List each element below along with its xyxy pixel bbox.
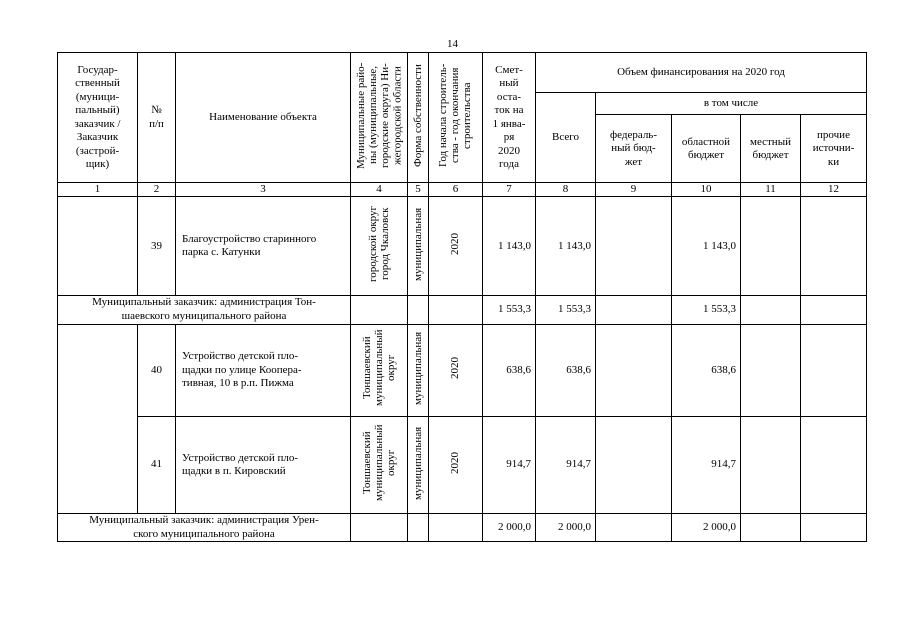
year-cell bbox=[429, 296, 483, 325]
district-cell: Тоншаевский муниципальный округ bbox=[351, 324, 408, 416]
local-cell bbox=[741, 296, 801, 325]
header-total: Всего bbox=[536, 93, 596, 183]
subtotal-row bbox=[58, 513, 867, 542]
local-cell bbox=[741, 513, 801, 542]
total-cell: 914,7 bbox=[536, 416, 596, 513]
header-local: местный бюджет bbox=[741, 115, 801, 183]
column-number: 9 bbox=[596, 183, 672, 197]
ownership-cell: муниципальная bbox=[408, 416, 429, 513]
ownership-cell: муниципальная bbox=[408, 324, 429, 416]
estimate-cell: 914,7 bbox=[483, 416, 536, 513]
object-name: Устройство детской пло- щадки в п. Кировский bbox=[176, 416, 351, 513]
local-cell bbox=[741, 324, 801, 416]
table-row bbox=[58, 416, 867, 513]
ownership-cell bbox=[408, 296, 429, 325]
ownership-cell: муниципальная bbox=[408, 197, 429, 296]
estimate-cell: 638,6 bbox=[483, 324, 536, 416]
estimate-cell: 2 000,0 bbox=[483, 513, 536, 542]
total-cell: 2 000,0 bbox=[536, 513, 596, 542]
column-number: 6 bbox=[429, 183, 483, 197]
column-number: 1 bbox=[58, 183, 138, 197]
year-cell: 2020 bbox=[429, 416, 483, 513]
federal-cell bbox=[596, 416, 672, 513]
header-municipal-district: Муниципальные райо- ны (муниципальные, городские округа) Ни- жегородской области bbox=[351, 53, 408, 183]
other-cell bbox=[801, 513, 867, 542]
total-cell: 638,6 bbox=[536, 324, 596, 416]
header-regional: областной бюджет bbox=[672, 115, 741, 183]
customer-cell bbox=[58, 324, 138, 513]
total-cell: 1 143,0 bbox=[536, 197, 596, 296]
district-cell: городской округ город Чкаловск bbox=[351, 197, 408, 296]
regional-cell: 1 143,0 bbox=[672, 197, 741, 296]
row-number: 41 bbox=[138, 416, 176, 513]
column-number: 2 bbox=[138, 183, 176, 197]
header-years: Год начала строитель- ства - год окончания строительства bbox=[429, 53, 483, 183]
customer-cell bbox=[58, 197, 138, 296]
column-number: 11 bbox=[741, 183, 801, 197]
column-number: 4 bbox=[351, 183, 408, 197]
district-cell bbox=[351, 296, 408, 325]
column-number: 5 bbox=[408, 183, 429, 197]
year-cell bbox=[429, 513, 483, 542]
column-number: 7 bbox=[483, 183, 536, 197]
column-numbers-row bbox=[58, 183, 867, 197]
federal-cell bbox=[596, 197, 672, 296]
row-number: 40 bbox=[138, 324, 176, 416]
page-number: 14 bbox=[447, 38, 458, 50]
object-name: Благоустройство старинного парка с. Катунки bbox=[176, 197, 351, 296]
year-cell: 2020 bbox=[429, 324, 483, 416]
header-remaining-estimate: Смет- ный оста- ток на 1 янва- ря 2020 года bbox=[483, 53, 536, 183]
table-row bbox=[58, 197, 867, 296]
other-cell bbox=[801, 296, 867, 325]
header-number: № п/п bbox=[138, 53, 176, 183]
header-financing-2020: Объем финансирования на 2020 год bbox=[536, 53, 867, 93]
financing-table bbox=[57, 52, 867, 542]
regional-cell: 2 000,0 bbox=[672, 513, 741, 542]
district-cell bbox=[351, 513, 408, 542]
subtotal-label: Муниципальный заказчик: администрация Урен- ского муниципального района bbox=[58, 513, 351, 542]
table-row bbox=[58, 324, 867, 416]
estimate-cell: 1 143,0 bbox=[483, 197, 536, 296]
header-federal: федераль- ный бюд- жет bbox=[596, 115, 672, 183]
column-number: 3 bbox=[176, 183, 351, 197]
header-including: в том числе bbox=[596, 93, 867, 115]
other-cell bbox=[801, 324, 867, 416]
subtotal-row bbox=[58, 296, 867, 325]
district-cell: Тоншаевский муниципальный округ bbox=[351, 416, 408, 513]
column-number: 10 bbox=[672, 183, 741, 197]
federal-cell bbox=[596, 324, 672, 416]
header-other: прочие источни- ки bbox=[801, 115, 867, 183]
row-number: 39 bbox=[138, 197, 176, 296]
year-cell: 2020 bbox=[429, 197, 483, 296]
local-cell bbox=[741, 197, 801, 296]
column-number: 12 bbox=[801, 183, 867, 197]
local-cell bbox=[741, 416, 801, 513]
header-object-name: Наименование объекта bbox=[176, 53, 351, 183]
regional-cell: 638,6 bbox=[672, 324, 741, 416]
other-cell bbox=[801, 416, 867, 513]
federal-cell bbox=[596, 513, 672, 542]
regional-cell: 914,7 bbox=[672, 416, 741, 513]
column-number: 8 bbox=[536, 183, 596, 197]
other-cell bbox=[801, 197, 867, 296]
regional-cell: 1 553,3 bbox=[672, 296, 741, 325]
header-customer: Государ- ственный (муници- пальный) заказчик / Заказчик (застрой- щик) bbox=[58, 53, 138, 183]
estimate-cell: 1 553,3 bbox=[483, 296, 536, 325]
federal-cell bbox=[596, 296, 672, 325]
subtotal-label: Муниципальный заказчик: администрация Тон- шаевского муниципального района bbox=[58, 296, 351, 325]
total-cell: 1 553,3 bbox=[536, 296, 596, 325]
header-ownership: Форма собственности bbox=[408, 53, 429, 183]
object-name: Устройство детской пло- щадки по улице Коопера- тивная, 10 в р.п. Пижма bbox=[176, 324, 351, 416]
ownership-cell bbox=[408, 513, 429, 542]
